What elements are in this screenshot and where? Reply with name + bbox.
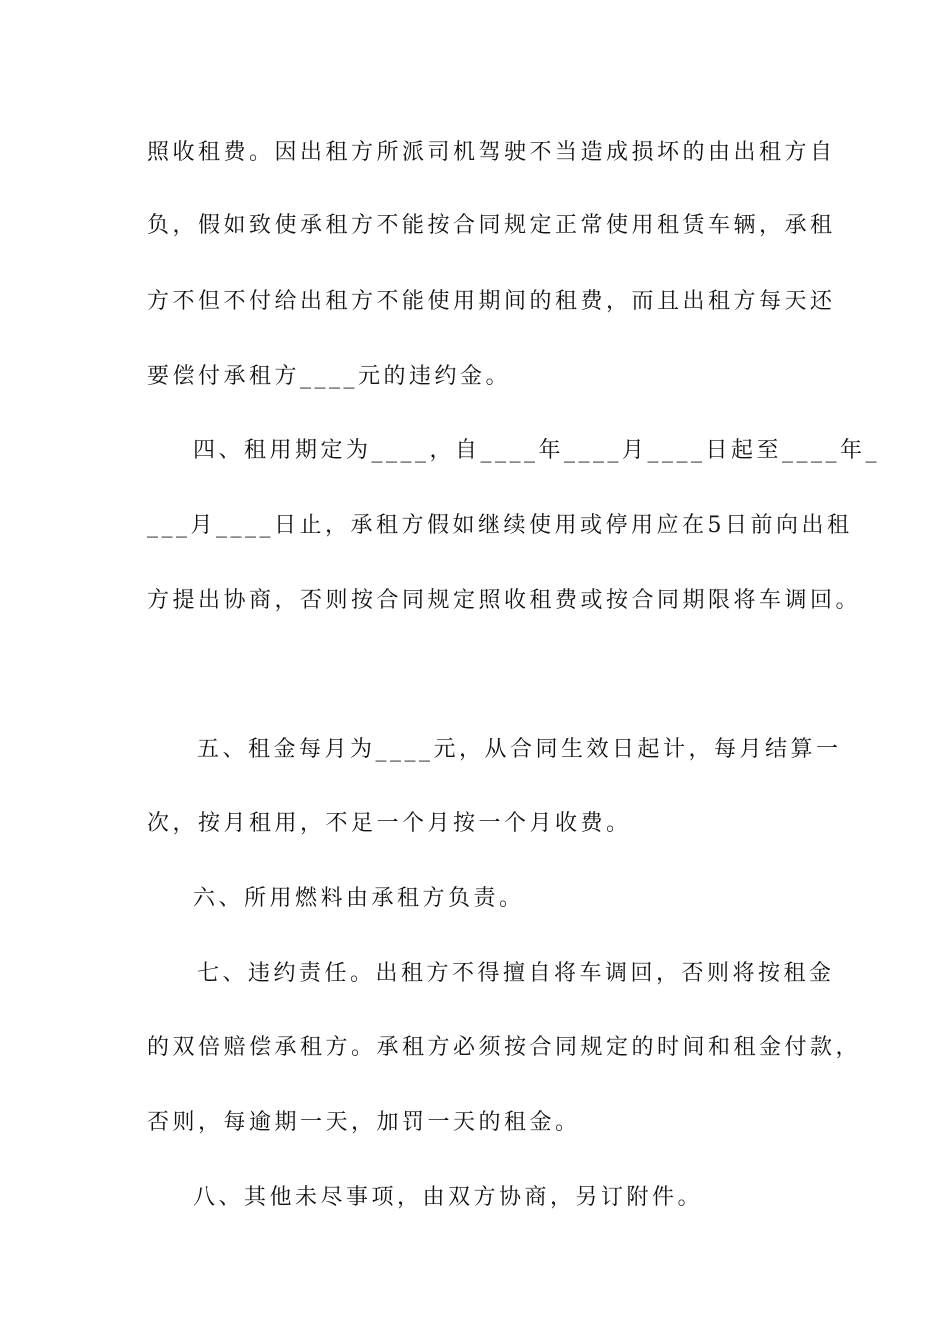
clause-7-line-2: 的双倍赔偿承租方。承租方必须按合同规定的时间和租金付款， — [147, 1035, 862, 1060]
clause-4-line-2: ___月____日止，承租方假如继续使用或停用应在5日前向出租 — [147, 513, 853, 538]
text-line-4: 要偿付承租方____元的违约金。 — [147, 364, 512, 389]
text-line-3: 方不但不付给出租方不能使用期间的租费，而且出租方每天还 — [147, 289, 836, 314]
clause-7-line-3: 否则，每逾期一天，加罚一天的租金。 — [147, 1110, 581, 1135]
clause-8-line-1: 八、其他未尽事项，由双方协商，另订附件。 — [193, 1185, 704, 1210]
clause-4-line-3: 方提出协商，否则按合同规定照收租费或按合同期限将车调回。 — [147, 588, 862, 613]
text-line-1: 照收租费。因出租方所派司机驾驶不当造成损坏的由出租方自 — [147, 140, 836, 165]
clause-5-line-1: 五、租金每月为____元，从合同生效日起计，每月结算一 — [197, 737, 842, 762]
clause-7-line-1: 七、违约责任。出租方不得擅自将车调回，否则将按租金 — [197, 961, 835, 986]
clause-4-line-1: 四、租用期定为____，自____年____月____日起至____年_ — [193, 438, 881, 463]
clause-6-line-1: 六、所用燃料由承租方负责。 — [193, 886, 525, 911]
clause-5-line-2: 次，按月租用，不足一个月按一个月收费。 — [147, 811, 632, 836]
text-line-2: 负，假如致使承租方不能按合同规定正常使用租赁车辆，承租 — [147, 213, 836, 238]
